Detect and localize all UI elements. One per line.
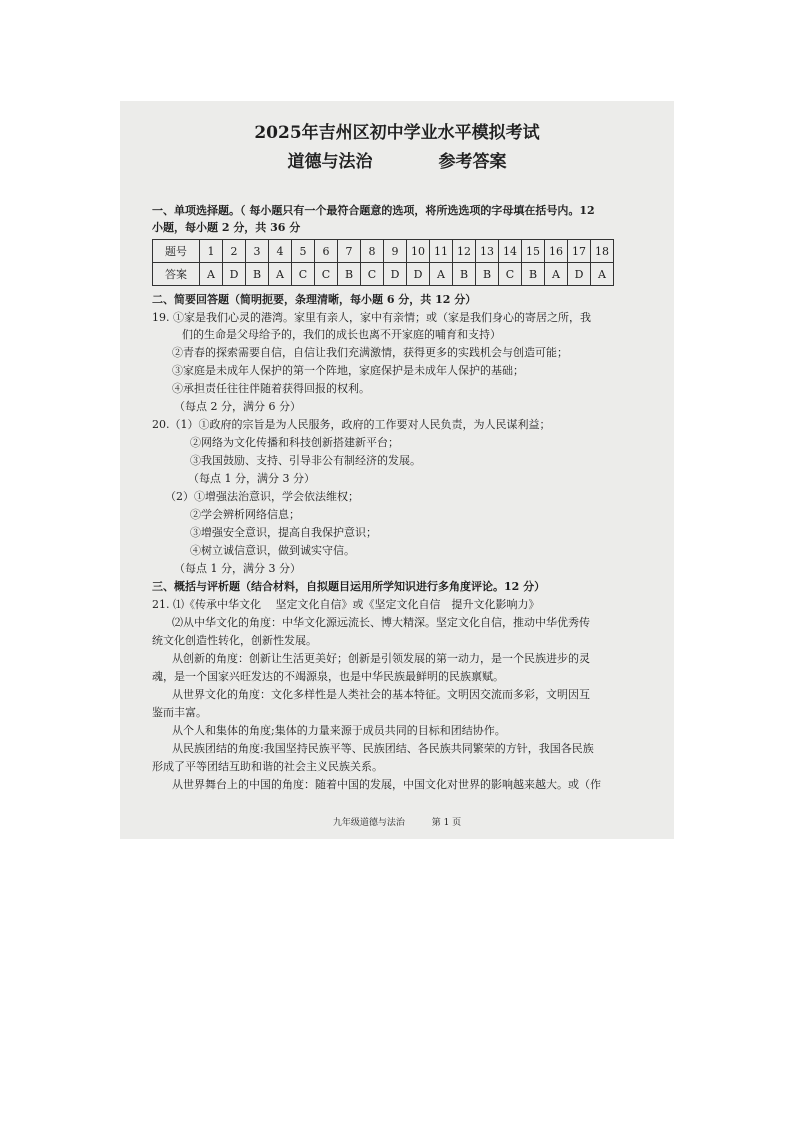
exam-title: 2025年吉州区初中学业水平模拟考试 [254, 123, 540, 143]
answer-cell: D [407, 263, 430, 286]
q21-line9: 从民族团结的角度:我国坚持民族平等、民族团结、各民族共同繁荣的方针，我国各民族 [172, 742, 594, 755]
q19-line4: ③家庭是未成年人保护的第一个阵地，家庭保护是未成年人保护的基础； [172, 364, 524, 377]
q21-line2: ⑵从中华文化的角度：中华文化源远流长、博大精深。坚定文化自信，推动中华优秀传 [172, 616, 590, 629]
question-number-cell: 14 [499, 240, 522, 263]
answer-cell: D [568, 263, 591, 286]
q20-line2: ②网络为文化传播和科技创新搭建新平台； [190, 436, 399, 449]
answer-cell: D [223, 263, 246, 286]
question-number-cell: 11 [430, 240, 453, 263]
q20-line5: ②学会辨析网络信息； [190, 508, 300, 521]
answer-table [152, 239, 614, 286]
answer-cell: D [384, 263, 407, 286]
question-number-cell: 7 [338, 240, 361, 263]
answer-row [153, 263, 614, 286]
q21-line8: 从个人和集体的角度;集体的力量来源于成员共同的目标和团结协作。 [172, 724, 506, 737]
q21-line3: 统文化创造性转化，创新性发展。 [152, 634, 317, 647]
question-number-cell: 13 [476, 240, 499, 263]
answer-cell: A [591, 263, 614, 286]
number-row-label: 题号 [153, 240, 200, 263]
q21-line10: 形成了平等团结互助和谐的社会主义民族关系。 [152, 760, 383, 773]
q20-line6: ③增强安全意识，提高自我保护意识； [190, 526, 377, 539]
question-number-cell: 18 [591, 240, 614, 263]
question-number-cell: 12 [453, 240, 476, 263]
question-number-cell: 17 [568, 240, 591, 263]
answer-cell: A [200, 263, 223, 286]
exam-subtitle [120, 147, 674, 172]
question-number-cell: 9 [384, 240, 407, 263]
question-number-cell: 10 [407, 240, 430, 263]
q20-line3: ③我国鼓励、支持、引导非公有制经济的发展。 [190, 454, 421, 467]
q20-score2: （每点 1 分，满分 3 分） [174, 562, 301, 575]
section1-heading-line1: 一、单项选择题。（ 每小题只有一个最符合题意的选项，将所选选项的字母填在括号内。12 [152, 204, 595, 217]
question-number-cell: 15 [522, 240, 545, 263]
question-number-cell: 2 [223, 240, 246, 263]
doc-type-label: 参考答案 [438, 152, 507, 172]
q21-line11: 从世界舞台上的中国的角度：随着中国的发展，中国文化对世界的影响越来越大。或（作 [172, 778, 601, 791]
answer-cell: C [315, 263, 338, 286]
q20-line1: 20.（1）①政府的宗旨是为人民服务，政府的工作要对人民负责，为人民谋利益； [152, 418, 551, 431]
answer-cell: A [430, 263, 453, 286]
q21-line4: 从创新的角度：创新让生活更美好；创新是引领发展的第一动力，是一个民族进步的灵 [172, 652, 590, 665]
q19-line1: 19. ①家是我们心灵的港湾。家里有亲人，家中有亲情；或（家是我们身心的寄居之所，我 [152, 311, 591, 324]
q21-line1: 21. ⑴《传承中华文化 坚定文化自信》或《坚定文化自信 提升文化影响力》 [152, 598, 540, 611]
q20-score1: （每点 1 分，满分 3 分） [188, 472, 315, 485]
answer-cell: B [522, 263, 545, 286]
question-number-cell: 3 [246, 240, 269, 263]
answer-cell: B [453, 263, 476, 286]
q19-line2: 们的生命是父母给予的，我们的成长也离不开家庭的哺育和支持） [182, 328, 501, 341]
section3-heading: 三、概括与评析题（结合材料，自拟题目运用所学知识进行多角度评论。12 分） [152, 580, 546, 593]
question-number-cell: 5 [292, 240, 315, 263]
q21-line5: 魂，是一个国家兴旺发达的不竭源泉，也是中华民族最鲜明的民族禀赋。 [152, 670, 504, 683]
answer-row-label: 答案 [153, 263, 200, 286]
answer-cell: A [545, 263, 568, 286]
q21-line7: 鉴而丰富。 [152, 706, 207, 719]
section2-heading: 二、简要回答题（简明扼要，条理清晰，每小题 6 分，共 12 分） [152, 293, 477, 306]
question-number-cell: 16 [545, 240, 568, 263]
q20-line7: ④树立诚信意识，做到诚实守信。 [190, 544, 355, 557]
q20-line4: （2）①增强法治意识，学会依法维权； [165, 490, 359, 503]
section1-heading-line2: 小题，每小题 2 分，共 36 分 [152, 221, 301, 234]
number-row [153, 240, 614, 263]
footer-page-number: 第 1 页 [431, 818, 462, 828]
answer-cell: C [292, 263, 315, 286]
question-number-cell: 6 [315, 240, 338, 263]
answer-cell: B [338, 263, 361, 286]
answer-cell: B [246, 263, 269, 286]
question-number-cell: 1 [200, 240, 223, 263]
question-number-cell: 8 [361, 240, 384, 263]
q19-score: （每点 2 分，满分 6 分） [174, 400, 301, 413]
footer-subject: 九年级道德与法治 [332, 818, 405, 828]
answer-sheet-page [120, 101, 674, 839]
answer-cell: B [476, 263, 499, 286]
answer-cell: C [361, 263, 384, 286]
q19-line3: ②青春的探索需要自信，自信让我们充满激情，获得更多的实践机会与创造可能； [172, 346, 568, 359]
q19-line5: ④承担责任往往伴随着获得回报的权利。 [172, 382, 370, 395]
subject-label: 道德与法治 [287, 152, 373, 172]
question-number-cell: 4 [269, 240, 292, 263]
answer-cell: A [269, 263, 292, 286]
answer-cell: C [499, 263, 522, 286]
q21-line6: 从世界文化的角度：文化多样性是人类社会的基本特征。文明因交流而多彩，文明因互 [172, 688, 590, 701]
page-footer [120, 815, 674, 828]
